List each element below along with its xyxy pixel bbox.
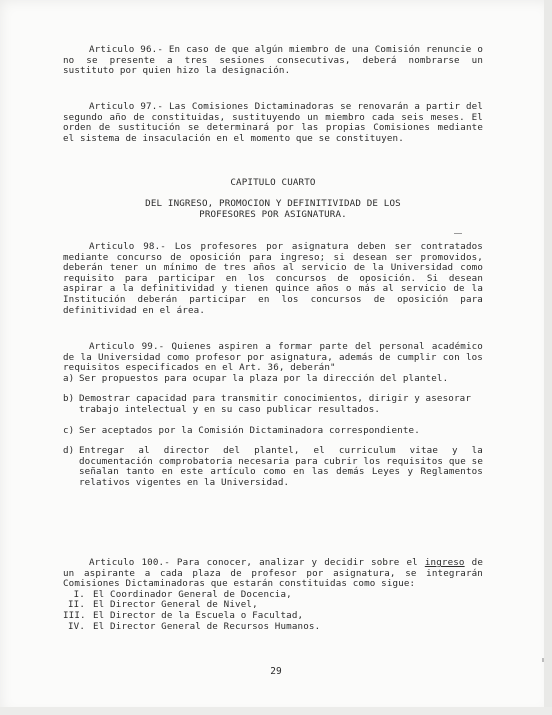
requirement-c-text: Ser aceptados por la Comisión Dictaminadora correspondiente. (79, 424, 420, 436)
member-1-text: El Coordinador General de Docencia, (93, 588, 292, 600)
article-98-text (63, 242, 483, 316)
requirement-a (63, 374, 483, 385)
article-96-text (63, 45, 483, 77)
requirement-a-mark: a) (63, 372, 75, 384)
requirement-a-text: Ser propuestos para ocupar la plaza por la dirección del plantel. (79, 372, 449, 384)
page-number: 29 (270, 666, 282, 677)
member-3-number: III. (63, 609, 86, 621)
requirement-b (63, 394, 483, 415)
article-96 (63, 45, 483, 77)
article-98-body: Articulo 98.- Los profesores por asignatura deben ser contratados mediante concurso de oposición para ingreso; si desean ser promovidos, deberán tener un mínimo de tres años al servicio de la Universidad como requisito para participar en los concursos de oposición. Si desean aspirar a la definitividad y tienen quince años o más al servicio de la Institución deberán participar en los concursos de oposición para definitividad en el área. (63, 241, 483, 316)
page-edge-bottom (0, 707, 552, 715)
member-2-text: El Director General de Nivel, (93, 599, 258, 611)
article-96-body: Articulo 96.- En caso de que algún miembro de una Comisión renuncie o no se presente a tres sesiones consecutivas, deberá nombrarse un sustituto por quien hizo la designación. (63, 44, 483, 77)
article-100-text (63, 558, 483, 590)
page-edge-shadow (544, 0, 552, 715)
requirement-d (63, 446, 483, 488)
chapter-subtitle-line-2: PROFESORES POR ASIGNATURA. (199, 208, 347, 220)
member-1-number: I. (73, 588, 85, 600)
stray-dash-mark (454, 233, 462, 234)
article-97 (63, 102, 483, 144)
chapter-subtitle-line-1: DEL INGRESO, PROMOCION Y DEFINITIVIDAD DE LOS (145, 198, 401, 209)
chapter-heading (63, 178, 483, 189)
chapter-subheading (63, 199, 483, 220)
article-97-body: Articulo 97.- Las Comisiones Dictaminadoras se renovarán a partir del segundo año de constituidas, sustituyendo un miembro cada seis meses. El orden de sustitución se determinará por las propias Comisiones mediante el sistema de insaculación en el momento que se constituyen. (63, 101, 483, 144)
article-97-text (63, 102, 483, 144)
member-2-number: II. (67, 599, 85, 611)
requirement-d-mark: d) (63, 445, 75, 457)
requirement-c-mark: c) (63, 424, 75, 436)
article-100-underlined-word: ingreso (424, 557, 465, 568)
article-99-text (63, 342, 483, 374)
article-100-body-end: de un aspirante a cada plaza de profesor por asignatura, se integrarán Comisiones Dictaminadoras que estarán constituidas como sigue: (63, 557, 484, 590)
requirement-c (63, 426, 483, 437)
member-4-text: El Director General de Recursos Humanos. (93, 620, 321, 632)
requirement-b-text: Demostrar capacidad para transmitir conocimientos, dirigir y asesorar trabajo intelectual y en su caso publicar resultados. (79, 393, 472, 415)
member-3 (63, 611, 483, 622)
member-4 (63, 622, 483, 633)
article-98 (63, 242, 483, 316)
scan-speck (542, 658, 544, 662)
requirement-d-text: Entregar al director del plantel, el curriculum vitae y la documentación comprobatoria necesaria para cubrir los requisitos que se señalan tanto en este artículo como en las demás Leyes y Reglamentos relativos vigentes en la Universidad. (79, 445, 483, 488)
member-4-number: IV. (67, 620, 85, 632)
article-99-body: Articulo 99.- Quienes aspiren a formar parte del personal académico de la Universidad como profesor por asignatura, además de cumplir con los requisitos especificados en el Art. 36, deberán" (63, 341, 483, 374)
article-100 (63, 558, 483, 632)
article-99 (63, 342, 483, 489)
requirement-b-mark: b) (63, 393, 75, 405)
chapter-title: CAPITULO CUARTO (230, 177, 316, 188)
article-100-body-start: Articulo 100.- Para conocer, analizar y decidir sobre el (89, 557, 425, 568)
member-3-text: El Director de la Escuela o Facultad, (93, 609, 304, 621)
